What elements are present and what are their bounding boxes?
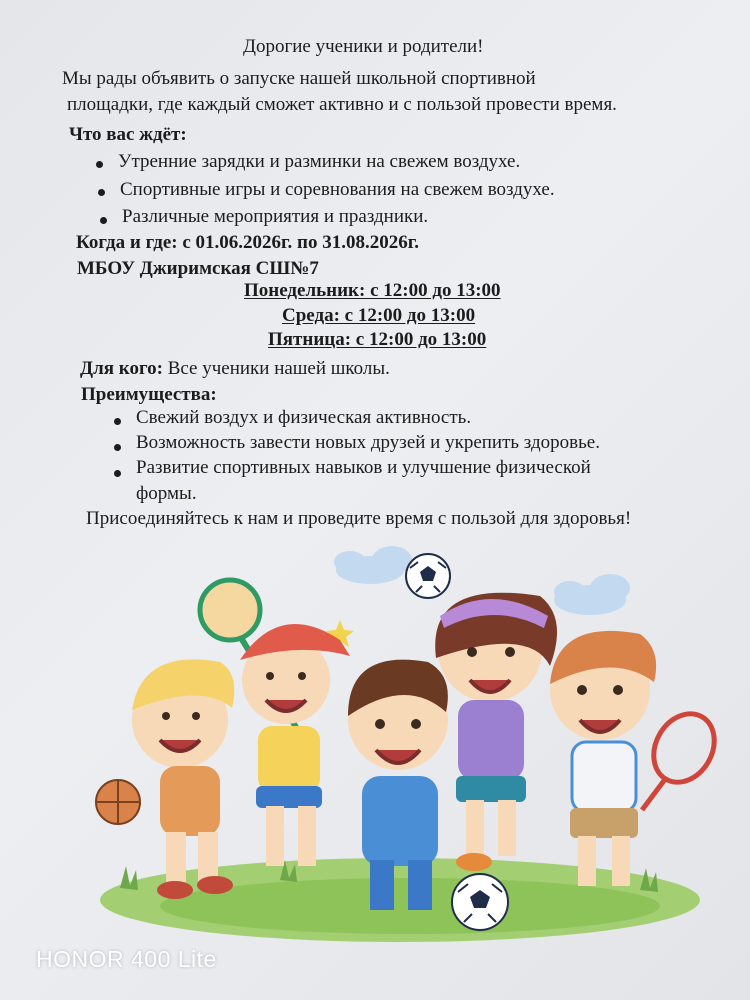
what-item: Утренние зарядки и разминки на свежем воздухе. <box>118 151 521 172</box>
for-whom-value: Все ученики нашей школы. <box>162 358 390 379</box>
bullet-icon <box>96 161 103 168</box>
child-figure <box>550 631 656 886</box>
closing-line: Присоединяйтесь к нам и проведите время с пользой для здоровья! <box>86 508 632 529</box>
schedule-monday: Понедельник: с 12:00 до 13:00 <box>244 280 501 301</box>
benefit-item-continuation: формы. <box>136 483 197 504</box>
soccer-ball-icon <box>406 554 450 598</box>
bullet-icon <box>114 470 121 477</box>
for-whom <box>80 358 390 380</box>
for-whom-label: Для кого: <box>80 358 163 379</box>
bullet-icon <box>114 418 121 425</box>
child-figure <box>435 593 557 871</box>
when-where: Когда и где: с 01.06.2026г. по 31.08.2026г. <box>76 232 419 253</box>
bullet-icon <box>114 444 121 451</box>
what-heading: Что вас ждёт: <box>69 124 187 145</box>
intro-line-2: площадки, где каждый сможет активно и с пользой провести время. <box>67 94 617 115</box>
child-figure <box>132 659 234 899</box>
intro-line-1: Мы рады объявить о запуске нашей школьной спортивной <box>62 68 536 89</box>
kids-sports-illustration <box>80 540 720 950</box>
what-item: Различные мероприятия и праздники. <box>122 206 429 227</box>
schedule-wednesday: Среда: с 12:00 до 13:00 <box>282 305 476 326</box>
camera-watermark: HONOR 400 Lite <box>36 946 217 972</box>
benefits-heading: Преимущества: <box>81 384 217 405</box>
school-name: МБОУ Джиримская СШ№7 <box>77 258 319 279</box>
what-item: Спортивные игры и соревнования на свежем воздухе. <box>120 179 555 200</box>
benefit-item: Свежий воздух и физическая активность. <box>136 407 472 428</box>
basketball-icon <box>96 780 140 824</box>
benefit-item: Развитие спортивных навыков и улучшение физической <box>136 457 591 478</box>
greeting: Дорогие ученики и родители! <box>243 36 484 57</box>
benefit-item: Возможность завести новых друзей и укрепить здоровье. <box>136 432 600 453</box>
bullet-icon <box>98 189 105 196</box>
cloud-icon <box>554 574 630 615</box>
soccer-ball-icon <box>452 874 508 930</box>
cloud-icon <box>334 546 412 584</box>
schedule-friday: Пятница: с 12:00 до 13:00 <box>268 329 487 350</box>
tennis-racket-icon <box>642 703 720 810</box>
bullet-icon <box>100 217 107 224</box>
